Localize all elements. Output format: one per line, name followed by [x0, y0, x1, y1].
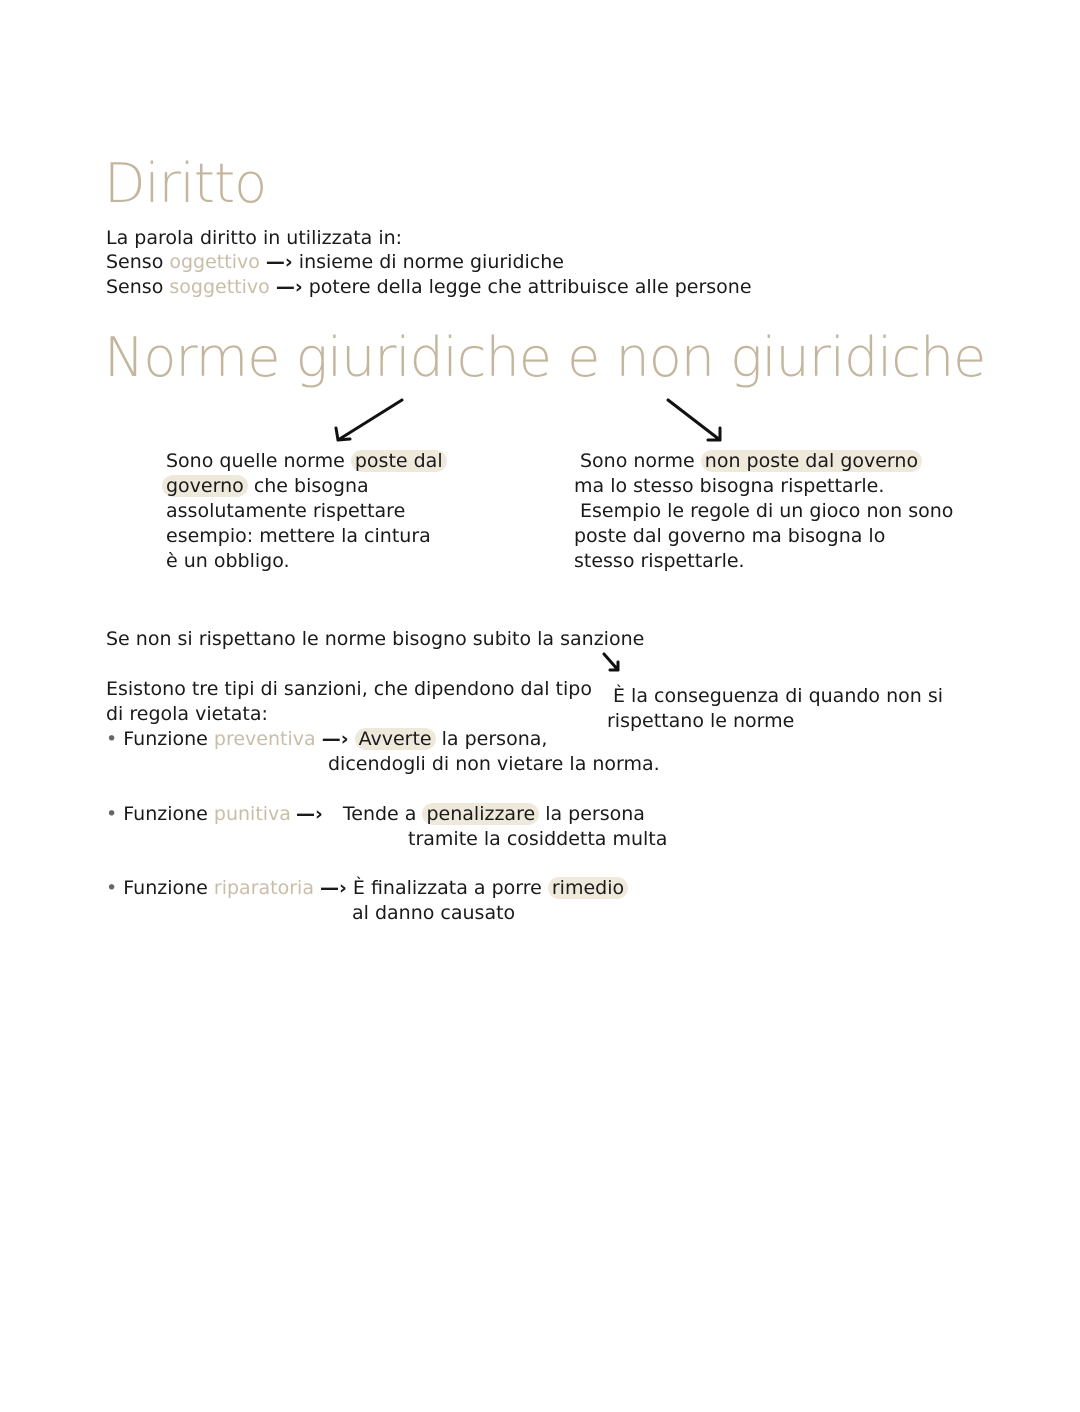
text: Sono norme — [580, 450, 695, 472]
text: poste dal governo ma bisogna lo — [574, 525, 886, 547]
text: Tende a — [342, 803, 417, 825]
text: rispettano le norme — [607, 710, 795, 732]
text: Sono quelle norme — [166, 450, 345, 472]
text: È finalizzata a porre — [352, 877, 542, 899]
text: che bisogna — [253, 475, 369, 497]
sense-kind: soggettivo — [169, 276, 270, 298]
sense-desc: insieme di norme giuridiche — [298, 251, 564, 273]
arrow-icon: —› — [265, 251, 293, 273]
text: Funzione — [123, 877, 208, 899]
arrow-icon: —› — [296, 803, 323, 825]
arrow-icon: —› — [275, 276, 303, 298]
sense-line-1 — [106, 250, 564, 275]
sense-label: Senso — [106, 276, 164, 298]
arrow-right-icon — [664, 396, 734, 448]
text: È la conseguenza di quando non si — [613, 685, 944, 707]
text: di regola vietata: — [106, 703, 268, 725]
types-intro — [106, 677, 592, 727]
text: Funzione — [123, 728, 208, 750]
text: è un obbligo. — [166, 550, 290, 572]
sense-desc: potere della legge che attribuisce alle persone — [308, 276, 752, 298]
function-preventiva-line2: dicendogli di non vietare la norma. — [328, 753, 660, 775]
sense-label: Senso — [106, 251, 164, 273]
sense-line-2 — [106, 275, 752, 300]
right-note — [574, 449, 953, 574]
highlight: non poste dal governo — [701, 450, 922, 472]
function-punitiva-line2: tramite la cosiddetta multa — [408, 828, 668, 850]
sanction-line: Se non si rispettano le norme bisogno subito la sanzione — [106, 628, 645, 650]
function-kind: riparatoria — [213, 877, 314, 899]
text: assolutamente rispettare — [166, 500, 406, 522]
text: la persona, — [441, 728, 548, 750]
left-note — [166, 449, 447, 574]
text: ma lo stesso bisogna rispettarle. — [574, 475, 885, 497]
text: Esistono tre tipi di sanzioni, che dipendono dal tipo — [106, 678, 592, 700]
function-punitiva-desc — [296, 802, 645, 827]
arrow-icon: —› — [321, 728, 349, 750]
sense-kind: oggettivo — [169, 251, 260, 273]
text: Esempio le regole di un gioco non sono — [580, 500, 954, 522]
highlight: penalizzare — [422, 803, 539, 825]
function-preventiva — [106, 727, 547, 752]
text: esempio: mettere la cintura — [166, 525, 431, 547]
text: Funzione — [123, 803, 208, 825]
highlight: poste dal — [351, 450, 447, 472]
highlight: Avverte — [355, 728, 436, 750]
arrow-down-icon — [600, 652, 630, 676]
sanction-note — [607, 684, 943, 734]
function-kind: punitiva — [213, 803, 291, 825]
text: la persona — [545, 803, 645, 825]
function-kind: preventiva — [213, 728, 316, 750]
function-punitiva — [106, 802, 291, 827]
bullet-icon: • — [106, 877, 118, 899]
function-riparatoria — [106, 876, 628, 901]
intro-text: La parola diritto in utilizzata in: — [106, 227, 403, 249]
text: stesso rispettarle. — [574, 550, 745, 572]
arrow-icon: —› — [320, 877, 347, 899]
bullet-icon: • — [106, 728, 118, 750]
bullet-icon: • — [106, 803, 118, 825]
highlight: governo — [162, 475, 248, 497]
arrow-left-icon — [330, 396, 410, 448]
highlight: rimedio — [548, 877, 628, 899]
page-title: Diritto — [104, 152, 267, 215]
section-title: Norme giuridiche e non giuridiche — [104, 326, 986, 389]
function-riparatoria-line2: al danno causato — [352, 902, 516, 924]
